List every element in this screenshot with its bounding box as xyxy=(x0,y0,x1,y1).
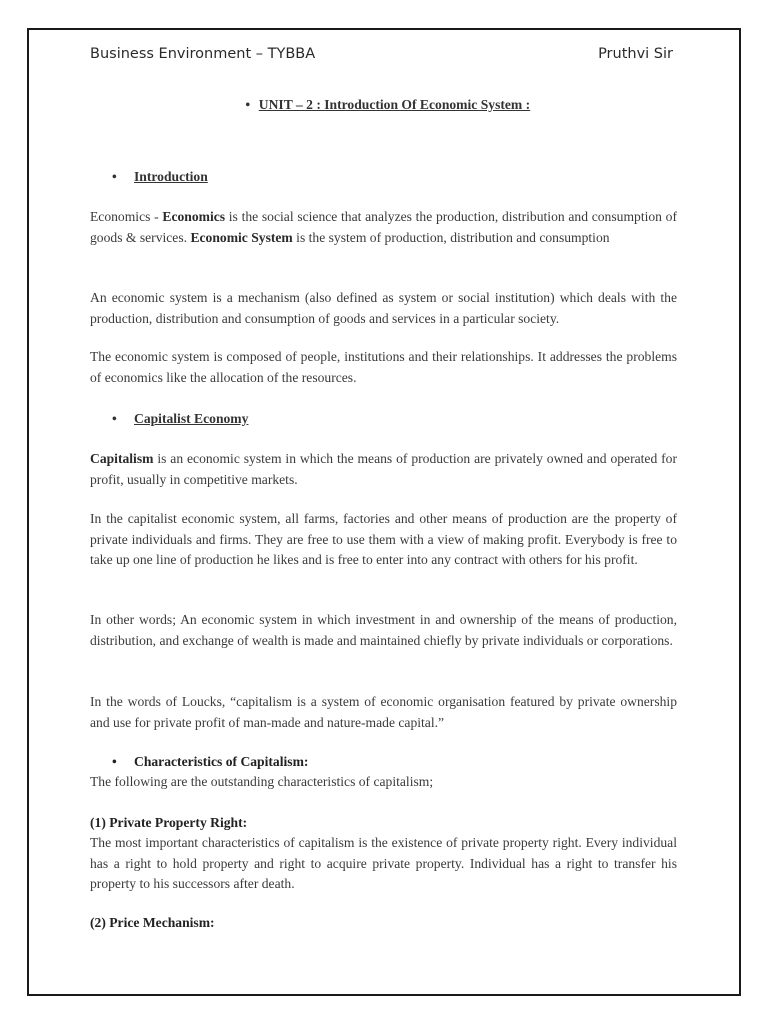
capitalist-heading: • Capitalist Economy xyxy=(112,411,249,426)
unit-title: • UNIT – 2 : Introduction Of Economic System : xyxy=(245,97,531,112)
page-header xyxy=(90,46,673,62)
header-course: Business Environment – TYBBA xyxy=(90,46,316,62)
characteristics-intro: The following are the outstanding characteristics of capitalism; xyxy=(90,774,434,789)
introduction-heading: • Introduction xyxy=(112,169,208,184)
item-2-title: (2) Price Mechanism: xyxy=(90,915,215,930)
capitalist-paragraph-2: In the capitalist economic system, all farms, factories and other means of production are the property of private individuals and firms. They are free to use them with a view of making profit. Everybody is free to take up one line of production he likes and is free to enter into any contract with others for his profit. xyxy=(90,511,677,567)
capitalist-paragraph-4: In the words of Loucks, “capitalism is a system of economic organisation featured by private ownership and use for private profit of man-made and nature-made capital.” xyxy=(90,694,677,730)
capitalist-paragraph-1: Capitalism is an economic system in which the means of production are privately owned and operated for profit, usually in competitive markets. xyxy=(90,451,677,487)
introduction-paragraph-2: An economic system is a mechanism (also defined as system or social institution) which deals with the production, distribution and consumption of goods and services in a particular society. xyxy=(90,290,677,326)
unit-title-text: UNIT – 2 : Introduction Of Economic System : xyxy=(258,97,531,112)
capitalist-paragraph-3: In other words; An economic system in which investment in and ownership of the means of production, distribution, and exchange of wealth is made and maintained chiefly by private individuals or corporations. xyxy=(90,612,677,648)
introduction-paragraph-1: Economics - Economics is the social science that analyzes the production, distribution and consumption of goods & services. Economic System is the system of production, distribution and consumption xyxy=(90,209,678,245)
characteristics-heading: • Characteristics of Capitalism: xyxy=(112,754,309,769)
introduction-paragraph-3: The economic system is composed of people, institutions and their relationships. It addresses the problems of economics like the allocation of the resources. xyxy=(90,349,677,385)
item-1-text: The most important characteristics of capitalism is the existence of private property right. Every individual has a right to hold property and right to acquire private property. Individual has a right to transfer his property to his successors after death. xyxy=(90,835,677,891)
header-author: Pruthvi Sir xyxy=(598,46,673,62)
item-1-title: (1) Private Property Right: xyxy=(90,815,248,830)
